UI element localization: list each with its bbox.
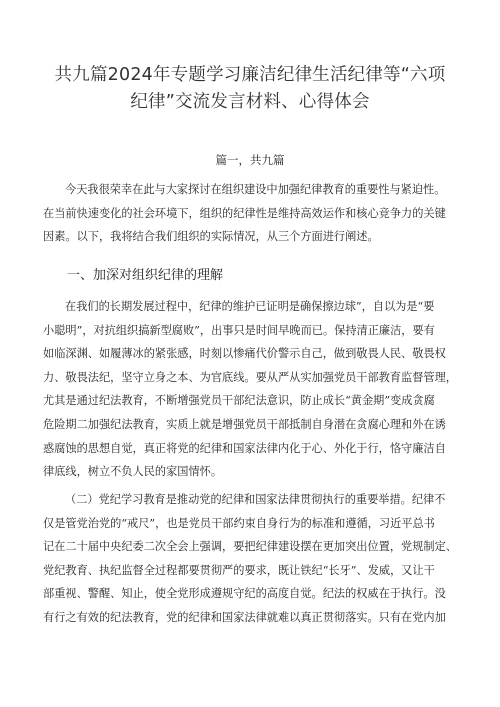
text-line: 尤其是通过纪法教育，不断增强党员干部纪法意识，防止成长“黄金期”变成贪腐 xyxy=(43,394,435,408)
intro-paragraph xyxy=(43,178,463,249)
text-line: 在当前快速变化的社会环境下，组织的纪律性是维持高效运作和核心竞争力的关键 xyxy=(43,206,446,220)
text-line: 在我们的长期发展过程中，纪律的维护已证明是确保擦边球”，自以为是“要 xyxy=(65,300,435,313)
text-line: 党纪教育、执纪监督全过程都要贯彻严的要求，既让铁纪“长牙”、发威，又让干 xyxy=(43,563,435,577)
section1-paragraph-2 xyxy=(43,488,463,630)
document-title xyxy=(30,62,470,116)
text-line: 如临深渊、如履薄冰的紧张感，时刻以惨痛代价警示自己，做到敬畏人民、敬畏权 xyxy=(43,347,446,361)
title-line-2: 纪律”交流发言材料、心得体会 xyxy=(130,92,370,112)
text-line: 小聪明”，对抗组织搞新型腐败”，出事只是时间早晚而已。保持清正廉洁，要有 xyxy=(43,323,435,337)
text-line: 惑腐蚀的思想自觉，真正将党的纪律和国家法律内化于心、外化于行，恪守廉洁自 xyxy=(43,441,446,455)
text-line: 记在二十届中央纪委二次全会上强调，要把纪律建设摆在更加突出位置，党规制定、 xyxy=(43,540,457,554)
text-line: 部重视、警醒、知止，使全党形成遵规守纪的高度自觉。纪法的权威在于执行。没 xyxy=(43,587,446,601)
text-line: 律底线，树立不负人民的家国情怀。 xyxy=(43,465,223,479)
text-line: 危险期二加强纪法教育，实质上就是增强党员干部抵制自身潜在贪腐心理和外在诱 xyxy=(43,417,446,431)
text-line: 今天我很荣幸在此与大家探讨在组织建设中加强纪律教育的重要性与紧迫性。 xyxy=(65,183,446,196)
text-line: 有行之有效的纪法教育，党的纪律和国家法律就难以真正贯彻落实。只有在党内加 xyxy=(43,610,446,624)
section-subtitle: 篇一，共九篇 xyxy=(215,153,285,167)
text-line: 因素。以下，我将结合我们组织的实际情况，从三个方面进行阐述。 xyxy=(43,230,379,244)
section1-paragraph-1 xyxy=(43,295,463,484)
text-line: 仅是管党治党的“戒尺”，也是党员干部约束自身行为的标准和遵循，习近平总书 xyxy=(43,516,435,530)
text-line: 力、敬畏法纪，坚守立身之本、为官底线。要从严从实加强党员干部教育监督管理， xyxy=(43,370,457,384)
text-line: （二）党纪学习教育是推动党的纪律和国家法律贯彻执行的重要举措。纪律不 xyxy=(65,493,446,506)
title-line-1: 共九篇2024年专题学习廉洁纪律生活纪律等“六项 xyxy=(54,65,446,85)
section-heading: 一、加深对组织纪律的理解 xyxy=(67,268,224,283)
